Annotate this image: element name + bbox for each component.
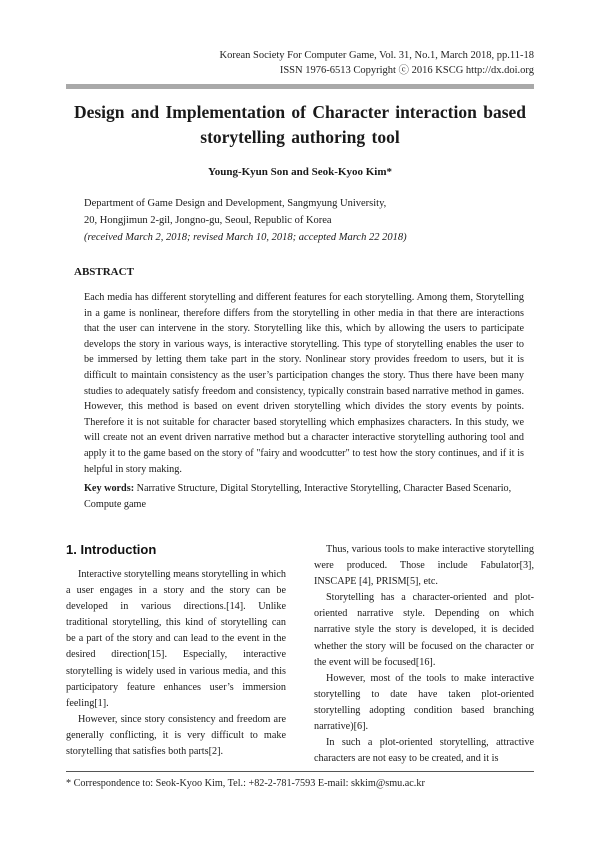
correspondence-footnote: * Correspondence to: Seok-Kyoo Kim, Tel.: +82-2-781-7593 E-mail: skkim@smu.ac.kr bbox=[66, 778, 425, 789]
intro-paragraph: In such a plot-oriented storytelling, attractive characters are not easy to be created, and it is bbox=[314, 737, 534, 765]
keywords-label: Key words: bbox=[84, 483, 135, 494]
affiliation-block bbox=[84, 195, 534, 246]
intro-paragraph: Thus, various tools to make interactive storytelling were produced. Those include Fabulator[3], INSCAPE [4], PRISM[5], etc. bbox=[314, 544, 534, 588]
intro-paragraph: Storytelling has a character-oriented and plot-oriented narrative style. Depending on which narrative style the story is developed, it is decided whether the story will be focused on the character or the event will be focused[16]. bbox=[314, 592, 534, 668]
paper-title bbox=[60, 100, 540, 150]
intro-paragraph: However, since story consistency and freedom are generally conflicting, it is very difficult to make storytelling that satisfies both parts[2]. bbox=[66, 713, 286, 758]
title-line-1: Design and Implementation of Character interaction based bbox=[73, 102, 527, 122]
intro-paragraph: Interactive storytelling means storytelling in which a user engages in a story and the story can be developed in various directions.[14]. Unlike traditional storytelling, this kind of storytelling can be a part of the story and can lead to the event in the desired direction[15]. Especially, interactive storytelling is widely used in various media, and this participatory feature enhances user’s immersion feeling[1]. bbox=[66, 569, 286, 709]
journal-citation: Korean Society For Computer Game, Vol. 31, No.1, March 2018, pp.11-18 bbox=[219, 50, 534, 61]
right-column bbox=[314, 542, 534, 767]
abstract-text: Each media has different storytelling and different features for each storytelling. Among them, Storytelling in a game is nonlinear, therefore differs from the storytelling in other media in that there are interactions that the user can intervene in the story. Storytelling like this, which by allowing the users to participate develops the story in various ways, is interactive storytelling. This type of storytelling enables the user to be immersed by letting them take part in the story. Nonlinear story provides freedom to users, but it is difficult to maintain consistency as the user’s participation changes the story. Thus there have been many studies to adequately satisfy freedom and consistency, typically constrain based narrative method in games. However, this method is based on event driven storytelling which divides the story events by points. Therefore it is not suitable for character based storytelling which emphasizes characters. In this study, we will create not an event driven narrative method but a character interactive storytelling authoring tool and apply it to the game based on the story of "fairy and woodcutter" to test how the story continues, and if it is helpful in story making. bbox=[84, 292, 524, 475]
left-column bbox=[66, 542, 286, 760]
issn-line: ISSN 1976-6513 Copyright ⓒ 2016 KSCG http://dx.doi.org bbox=[279, 65, 534, 76]
affiliation-department: Department of Game Design and Development, Sangmyung University, bbox=[84, 198, 387, 209]
abstract-heading: ABSTRACT bbox=[74, 266, 134, 278]
received-dates: (received March 2, 2018; revised March 10, 2018; accepted March 22 2018) bbox=[84, 232, 407, 243]
footnote-divider bbox=[66, 771, 534, 772]
author-list: Young-Kyun Son and Seok-Kyoo Kim* bbox=[208, 166, 392, 178]
journal-header bbox=[220, 48, 534, 78]
intro-paragraph: However, most of the tools to make interactive storytelling to date have taken plot-oriented storytelling adopting condition based branching narrative)[6]. bbox=[314, 672, 534, 733]
keywords-text: Narrative Structure, Digital Storytelling, Interactive Storytelling, Character Based Scenario, Compute game bbox=[84, 483, 512, 510]
affiliation-address: 20, Hongjimun 2-gil, Jongno-gu, Seoul, Republic of Korea bbox=[84, 215, 332, 226]
title-line-2: storytelling authoring tool bbox=[200, 127, 400, 147]
keywords bbox=[84, 481, 524, 512]
section-heading-introduction: 1. Introduction bbox=[66, 542, 157, 557]
header-rule bbox=[66, 84, 534, 89]
